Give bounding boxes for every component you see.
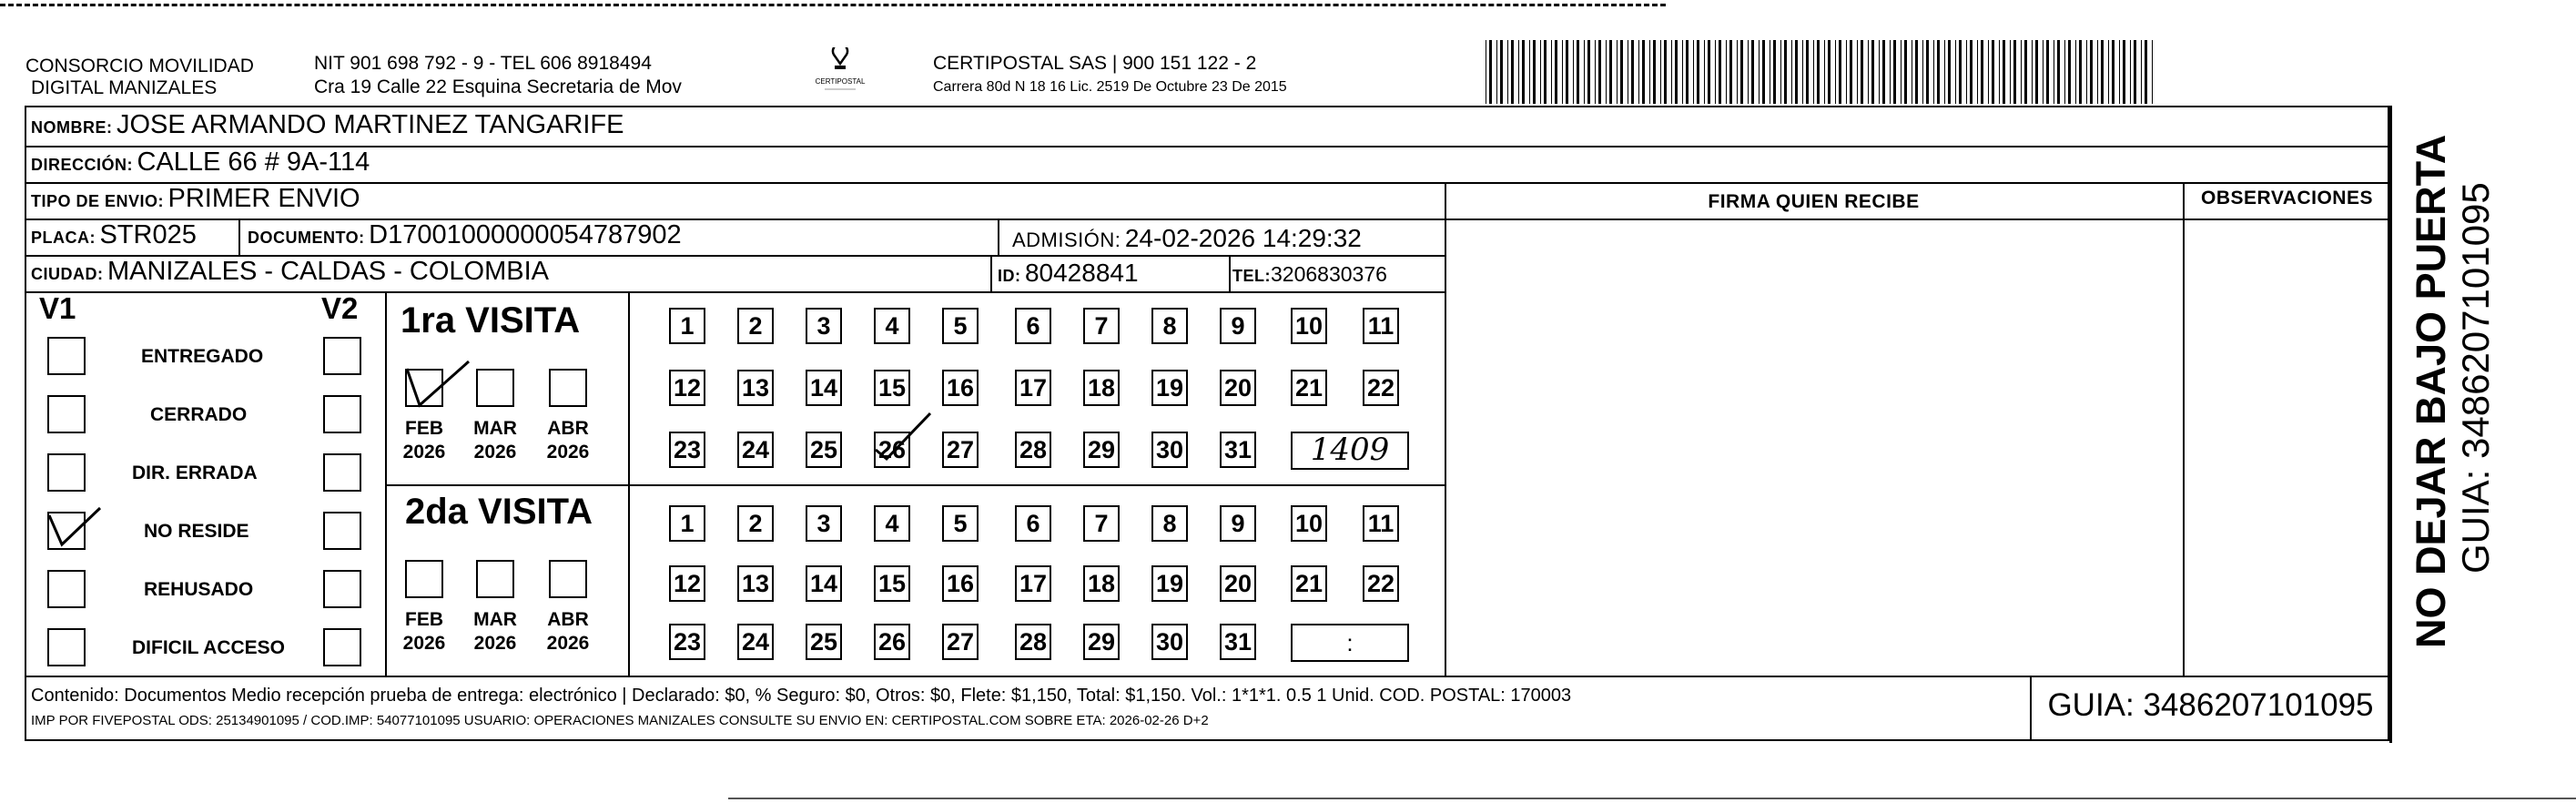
barcode-bar	[1522, 40, 1525, 104]
guia-footer: GUIA: 3486207101095	[2047, 687, 2374, 723]
second-day-box[interactable]: 30	[1151, 624, 1188, 660]
first-day-box[interactable]: 21	[1291, 370, 1327, 406]
month-year: 2026	[473, 633, 517, 654]
barcode-bar	[2097, 40, 2098, 104]
barcode-bar	[1802, 40, 1803, 104]
admision-label: ADMISIÓN:	[1012, 229, 1121, 251]
barcode-bar	[2130, 40, 2131, 104]
v2-checkbox[interactable]	[323, 570, 361, 608]
barcode-bar	[1577, 40, 1579, 104]
admision-value: 24-02-2026 14:29:32	[1124, 224, 1362, 252]
month-name: ABR	[547, 418, 589, 439]
barcode-bar	[1620, 40, 1623, 104]
barcode-bar	[1715, 40, 1716, 104]
barcode-bar	[1573, 40, 1574, 104]
v2-checkbox[interactable]	[323, 453, 361, 492]
barcode-bar	[1704, 40, 1705, 104]
company-line1: CONSORCIO MOVILIDAD	[25, 56, 254, 76]
status-label: NO RESIDE	[144, 521, 249, 542]
second-month-checkbox[interactable]	[405, 560, 443, 598]
barcode-bar	[1893, 40, 1896, 104]
second-day-box[interactable]: 11	[1363, 505, 1399, 542]
barcode-bar	[1846, 40, 1847, 104]
second-day-box[interactable]: 4	[874, 505, 910, 542]
first-day-box[interactable]: 8	[1151, 308, 1188, 344]
first-day-box[interactable]: 3	[806, 308, 842, 344]
v2-checkbox[interactable]	[323, 395, 361, 433]
barcode-bar	[2090, 40, 2093, 104]
barcode-bar	[1966, 40, 1967, 104]
barcode-bar	[1791, 40, 1792, 104]
barcode-bar	[2086, 40, 2087, 104]
second-day-box[interactable]: 7	[1083, 505, 1120, 542]
first-day-box[interactable]: 11	[1363, 308, 1399, 344]
first-day-box[interactable]: 28	[1015, 432, 1051, 468]
barcode-bar	[1708, 40, 1710, 104]
bottom-tear-edge	[728, 798, 2576, 799]
barcode-bar	[1992, 40, 1994, 104]
direccion-label: DIRECCIÓN:	[31, 156, 133, 174]
month-name: MAR	[473, 609, 517, 630]
second-day-box[interactable]: 27	[942, 624, 979, 660]
barcode-bar	[1944, 40, 1945, 104]
barcode-bar	[2119, 40, 2120, 104]
first-day-box[interactable]: 10	[1291, 308, 1327, 344]
side-guia: GUIA: 3486207101095	[2454, 182, 2497, 574]
firma-label: FIRMA QUIEN RECIBE	[1708, 191, 1920, 212]
second-day-box[interactable]: 29	[1083, 624, 1120, 660]
barcode-bar	[2108, 40, 2109, 104]
barcode-bar	[1595, 40, 1596, 104]
first-day-box[interactable]: 30	[1151, 432, 1188, 468]
barcode-bar	[1675, 40, 1678, 104]
second-month-checkbox[interactable]	[549, 560, 587, 598]
barcode-bar	[1926, 40, 1929, 104]
second-day-box[interactable]: 31	[1220, 624, 1256, 660]
month-name: ABR	[547, 609, 589, 630]
month-year: 2026	[402, 633, 446, 654]
tel-label: TEL:	[1232, 267, 1271, 285]
month-year: 2026	[546, 633, 590, 654]
barcode-bar	[1726, 40, 1727, 104]
v1-checkbox[interactable]	[47, 512, 86, 550]
barcode-bar	[1544, 40, 1547, 104]
barcode-bar	[1901, 40, 1902, 104]
observaciones-label: OBSERVACIONES	[2201, 188, 2373, 208]
first-day-box[interactable]: 15	[874, 370, 910, 406]
ciudad-value: MANIZALES - CALDAS - COLOMBIA	[106, 257, 549, 286]
barcode-bar	[1617, 40, 1618, 104]
barcode-bar	[1507, 40, 1508, 104]
second-day-box[interactable]: 23	[669, 624, 705, 660]
documento-row	[248, 220, 682, 250]
barcode-bar	[2010, 40, 2011, 104]
barcode-bar	[1817, 40, 1820, 104]
first-day-box[interactable]: 16	[942, 370, 979, 406]
barcode-bar	[1828, 40, 1831, 104]
admision-row	[1012, 224, 1362, 253]
v2-checkbox[interactable]	[323, 512, 361, 550]
month-year: 2026	[402, 442, 446, 462]
first-day-box[interactable]: 4	[874, 308, 910, 344]
barcode-bar	[1988, 40, 1989, 104]
barcode-bar	[1653, 40, 1656, 104]
contenido-line: Contenido: Documentos Medio recepción prueba de entrega: electrónico | Declarado: $0, % Seguro: $0, Otros: $0, Flete: $1,150, Total: $1,150. Vol.: 1*1*1. 0.5 1 Unid. COD. POSTAL: 170003	[31, 686, 1572, 706]
status-label: CERRADO	[150, 404, 248, 425]
month-name: FEB	[405, 609, 443, 630]
barcode-bar	[1759, 40, 1760, 104]
second-day-box[interactable]: 5	[942, 505, 979, 542]
v1-label: V1	[39, 291, 76, 325]
barcode-bar	[1970, 40, 1973, 104]
barcode-bar	[2032, 40, 2033, 104]
barcode-bar	[1631, 40, 1634, 104]
status-label: ENTREGADO	[141, 346, 264, 367]
barcode-bar	[1609, 40, 1612, 104]
tel-row	[1232, 262, 1387, 287]
barcode-bar	[1806, 40, 1809, 104]
nit-line: NIT 901 698 792 - 9 - TEL 606 8918494	[314, 53, 652, 74]
first-visit-title: 1ra VISITA	[401, 300, 581, 341]
barcode-bar	[2075, 40, 2076, 104]
barcode-bar	[1682, 40, 1683, 104]
tipo-envio-row	[31, 184, 360, 214]
barcode-bar	[1529, 40, 1530, 104]
barcode-bar	[1780, 40, 1781, 104]
second-day-box[interactable]: 3	[806, 505, 842, 542]
placa-row	[31, 220, 197, 250]
barcode-bar	[1871, 40, 1874, 104]
barcode-bar	[2046, 40, 2049, 104]
barcode-bar	[1693, 40, 1694, 104]
second-visit-title: 2da VISITA	[405, 492, 593, 532]
barcode-bar	[1511, 40, 1514, 104]
second-day-box[interactable]: 17	[1015, 565, 1051, 602]
v1-checkbox[interactable]	[47, 453, 86, 492]
first-day-box[interactable]: 17	[1015, 370, 1051, 406]
nombre-label: NOMBRE:	[31, 118, 113, 137]
first-month-checkbox[interactable]	[549, 369, 587, 407]
barcode-bar	[2013, 40, 2016, 104]
barcode-bar	[1649, 40, 1650, 104]
barcode-bar	[1922, 40, 1923, 104]
second-day-box[interactable]: 14	[806, 565, 842, 602]
second-day-box[interactable]: 8	[1151, 505, 1188, 542]
barcode-bar	[1751, 40, 1754, 104]
barcode-bar	[2003, 40, 2005, 104]
first-day-box[interactable]: 12	[669, 370, 705, 406]
barcode-bar	[1660, 40, 1661, 104]
barcode-bar	[1566, 40, 1568, 104]
address-line: Cra 19 Calle 22 Esquina Secretaria de Mov	[314, 76, 682, 97]
barcode-bar	[1955, 40, 1956, 104]
barcode-bar	[1762, 40, 1765, 104]
barcode-bar	[1882, 40, 1885, 104]
barcode-bar	[2043, 40, 2044, 104]
first-month-checkbox[interactable]	[405, 369, 443, 407]
barcode-bar	[1686, 40, 1689, 104]
tipo-value: PRIMER ENVIO	[167, 184, 360, 213]
barcode-bar	[1948, 40, 1951, 104]
month-year: 2026	[546, 442, 590, 462]
id-label: ID:	[998, 267, 1021, 285]
second-day-box[interactable]: 16	[942, 565, 979, 602]
barcode-bar	[1839, 40, 1841, 104]
first-day-box[interactable]: 19	[1151, 370, 1188, 406]
barcode-bar	[1496, 40, 1497, 104]
barcode-bar	[2068, 40, 2071, 104]
v1-checkbox[interactable]	[47, 395, 86, 433]
month-name: FEB	[405, 418, 443, 439]
barcode-bar	[1879, 40, 1880, 104]
placa-label: PLACA:	[31, 229, 96, 247]
barcode-bar	[2134, 40, 2136, 104]
first-day-box[interactable]: 26	[874, 432, 910, 468]
barcode-bar	[1740, 40, 1743, 104]
barcode-bar	[1697, 40, 1699, 104]
second-month-label	[541, 608, 595, 656]
first-month-checkbox[interactable]	[476, 369, 514, 407]
first-day-box[interactable]: 29	[1083, 432, 1120, 468]
first-day-box[interactable]: 1	[669, 308, 705, 344]
second-day-box[interactable]: 18	[1083, 565, 1120, 602]
second-day-box[interactable]: 20	[1220, 565, 1256, 602]
barcode-bar	[1489, 40, 1492, 104]
barcode-bar	[1773, 40, 1776, 104]
barcode-bar	[1664, 40, 1667, 104]
first-day-box[interactable]: 9	[1220, 308, 1256, 344]
barcode	[1484, 40, 2157, 104]
direccion-value: CALLE 66 # 9A-114	[137, 147, 370, 177]
barcode-bar	[1598, 40, 1601, 104]
barcode-bar	[1642, 40, 1645, 104]
first-day-box[interactable]: 6	[1015, 308, 1051, 344]
status-label: DIR. ERRADA	[132, 462, 258, 483]
first-day-box[interactable]: 24	[737, 432, 774, 468]
barcode-bar	[1671, 40, 1672, 104]
barcode-bar	[1555, 40, 1557, 104]
second-day-box[interactable]: 10	[1291, 505, 1327, 542]
v2-checkbox[interactable]	[323, 337, 361, 375]
month-name: MAR	[473, 418, 517, 439]
first-time-box[interactable]: 1409	[1291, 432, 1409, 470]
barcode-bar	[1904, 40, 1907, 104]
barcode-bar	[1784, 40, 1787, 104]
second-day-box[interactable]: 19	[1151, 565, 1188, 602]
certipostal-logo	[808, 47, 872, 102]
barcode-bar	[1959, 40, 1962, 104]
barcode-bar	[2079, 40, 2082, 104]
second-day-box[interactable]: 28	[1015, 624, 1051, 660]
barcode-bar	[1587, 40, 1590, 104]
imp-line: IMP POR FIVEPOSTAL ODS: 25134901095 / COD.IMP: 54077101095 USUARIO: OPERACIONES MANIZALES CONSULTE SU ENVIO EN: CERTIPOSTAL.COM SOBRE ETA: 2026-02-26 D+2	[31, 713, 1209, 728]
barcode-bar	[1835, 40, 1836, 104]
barcode-bar	[1795, 40, 1798, 104]
barcode-bar	[2112, 40, 2115, 104]
first-day-box[interactable]: 7	[1083, 308, 1120, 344]
first-day-box[interactable]: 25	[806, 432, 842, 468]
second-day-box[interactable]: 25	[806, 624, 842, 660]
second-month-label	[468, 608, 522, 656]
second-time-box[interactable]: :	[1291, 624, 1409, 662]
second-month-label	[397, 608, 451, 656]
tipo-label: TIPO DE ENVIO:	[31, 192, 165, 210]
barcode-bar	[1824, 40, 1825, 104]
id-row	[998, 259, 1139, 288]
status-label: DIFICIL ACCESO	[132, 637, 286, 658]
id-value: 80428841	[1024, 259, 1139, 287]
barcode-bar	[1981, 40, 1983, 104]
barcode-bar	[2152, 40, 2153, 104]
first-day-box[interactable]: 14	[806, 370, 842, 406]
first-month-label	[397, 417, 451, 464]
barcode-bar	[1606, 40, 1607, 104]
barcode-bar	[1551, 40, 1552, 104]
placa-value: STR025	[99, 220, 197, 249]
v1-checkbox[interactable]	[47, 337, 86, 375]
status-label: REHUSADO	[144, 579, 254, 600]
ciudad-row	[31, 257, 549, 287]
barcode-bar	[1850, 40, 1852, 104]
second-day-box[interactable]: 24	[737, 624, 774, 660]
barcode-bar	[1933, 40, 1934, 104]
barcode-bar	[1533, 40, 1536, 104]
month-year: 2026	[473, 442, 517, 462]
barcode-bar	[2021, 40, 2022, 104]
barcode-bar	[1562, 40, 1563, 104]
barcode-bar	[1813, 40, 1814, 104]
second-day-box[interactable]: 1	[669, 505, 705, 542]
barcode-bar	[2024, 40, 2027, 104]
second-day-box[interactable]: 21	[1291, 565, 1327, 602]
first-day-box[interactable]: 5	[942, 308, 979, 344]
second-day-box[interactable]: 6	[1015, 505, 1051, 542]
second-month-checkbox[interactable]	[476, 560, 514, 598]
tel-value: 3206830376	[1271, 262, 1387, 286]
first-month-label	[468, 417, 522, 464]
carrier-address: Carrera 80d N 18 16 Lic. 2519 De Octubre 23 De 2015	[933, 79, 1287, 95]
barcode-bar	[1540, 40, 1541, 104]
barcode-bar	[2101, 40, 2104, 104]
second-day-box[interactable]: 12	[669, 565, 705, 602]
barcode-bar	[1737, 40, 1738, 104]
barcode-bar	[1977, 40, 1978, 104]
barcode-bar	[1518, 40, 1519, 104]
barcode-bar	[2057, 40, 2060, 104]
v2-checkbox[interactable]	[323, 628, 361, 666]
firma-area[interactable]	[1447, 220, 2181, 674]
barcode-bar	[1868, 40, 1869, 104]
first-day-box[interactable]: 31	[1220, 432, 1256, 468]
barcode-bar	[2123, 40, 2125, 104]
barcode-bar	[1584, 40, 1585, 104]
first-day-box[interactable]: 13	[737, 370, 774, 406]
form-frame-shadow	[2389, 106, 2392, 743]
barcode-bar	[2064, 40, 2065, 104]
barcode-bar	[2035, 40, 2038, 104]
observaciones-area[interactable]	[2186, 220, 2388, 674]
v1-checkbox[interactable]	[47, 570, 86, 608]
documento-value: D17001000000054787902	[369, 220, 682, 249]
barcode-bar	[1861, 40, 1863, 104]
first-month-label	[541, 417, 595, 464]
ciudad-label: CIUDAD:	[31, 265, 104, 283]
first-day-box[interactable]: 27	[942, 432, 979, 468]
first-day-box[interactable]: 20	[1220, 370, 1256, 406]
second-day-box[interactable]: 26	[874, 624, 910, 660]
direccion-row	[31, 147, 370, 178]
barcode-bar	[1729, 40, 1732, 104]
second-day-box[interactable]: 2	[737, 505, 774, 542]
v1-checkbox[interactable]	[47, 628, 86, 666]
barcode-bar	[1937, 40, 1940, 104]
barcode-bar	[1857, 40, 1858, 104]
first-day-box[interactable]: 22	[1363, 370, 1399, 406]
company-line2: DIGITAL MANIZALES	[31, 77, 218, 98]
nombre-value: JOSE ARMANDO MARTINEZ TANGARIFE	[116, 110, 624, 139]
barcode-bar	[2145, 40, 2147, 104]
first-day-box[interactable]: 18	[1083, 370, 1120, 406]
second-day-box[interactable]: 13	[737, 565, 774, 602]
header	[0, 0, 1638, 109]
logo-text: CERTIPOSTAL	[815, 77, 866, 86]
barcode-bar	[1719, 40, 1721, 104]
first-day-box[interactable]: 2	[737, 308, 774, 344]
barcode-bar	[1890, 40, 1891, 104]
first-day-box[interactable]: 23	[669, 432, 705, 468]
second-day-box[interactable]: 22	[1363, 565, 1399, 602]
nombre-row	[31, 110, 624, 140]
barcode-bar	[1999, 40, 2000, 104]
barcode-bar	[1748, 40, 1749, 104]
barcode-bar	[1500, 40, 1503, 104]
no-dejar-bajo-puerta: NO DEJAR BAJO PUERTA	[2408, 134, 2454, 648]
barcode-bar	[1638, 40, 1639, 104]
barcode-bar	[1915, 40, 1918, 104]
v2-label: V2	[321, 291, 359, 325]
carrier-line: CERTIPOSTAL SAS | 900 151 122 - 2	[933, 53, 1257, 74]
barcode-bar	[2141, 40, 2142, 104]
second-day-box[interactable]: 15	[874, 565, 910, 602]
second-day-box[interactable]: 9	[1220, 505, 1256, 542]
documento-label: DOCUMENTO:	[248, 229, 365, 247]
